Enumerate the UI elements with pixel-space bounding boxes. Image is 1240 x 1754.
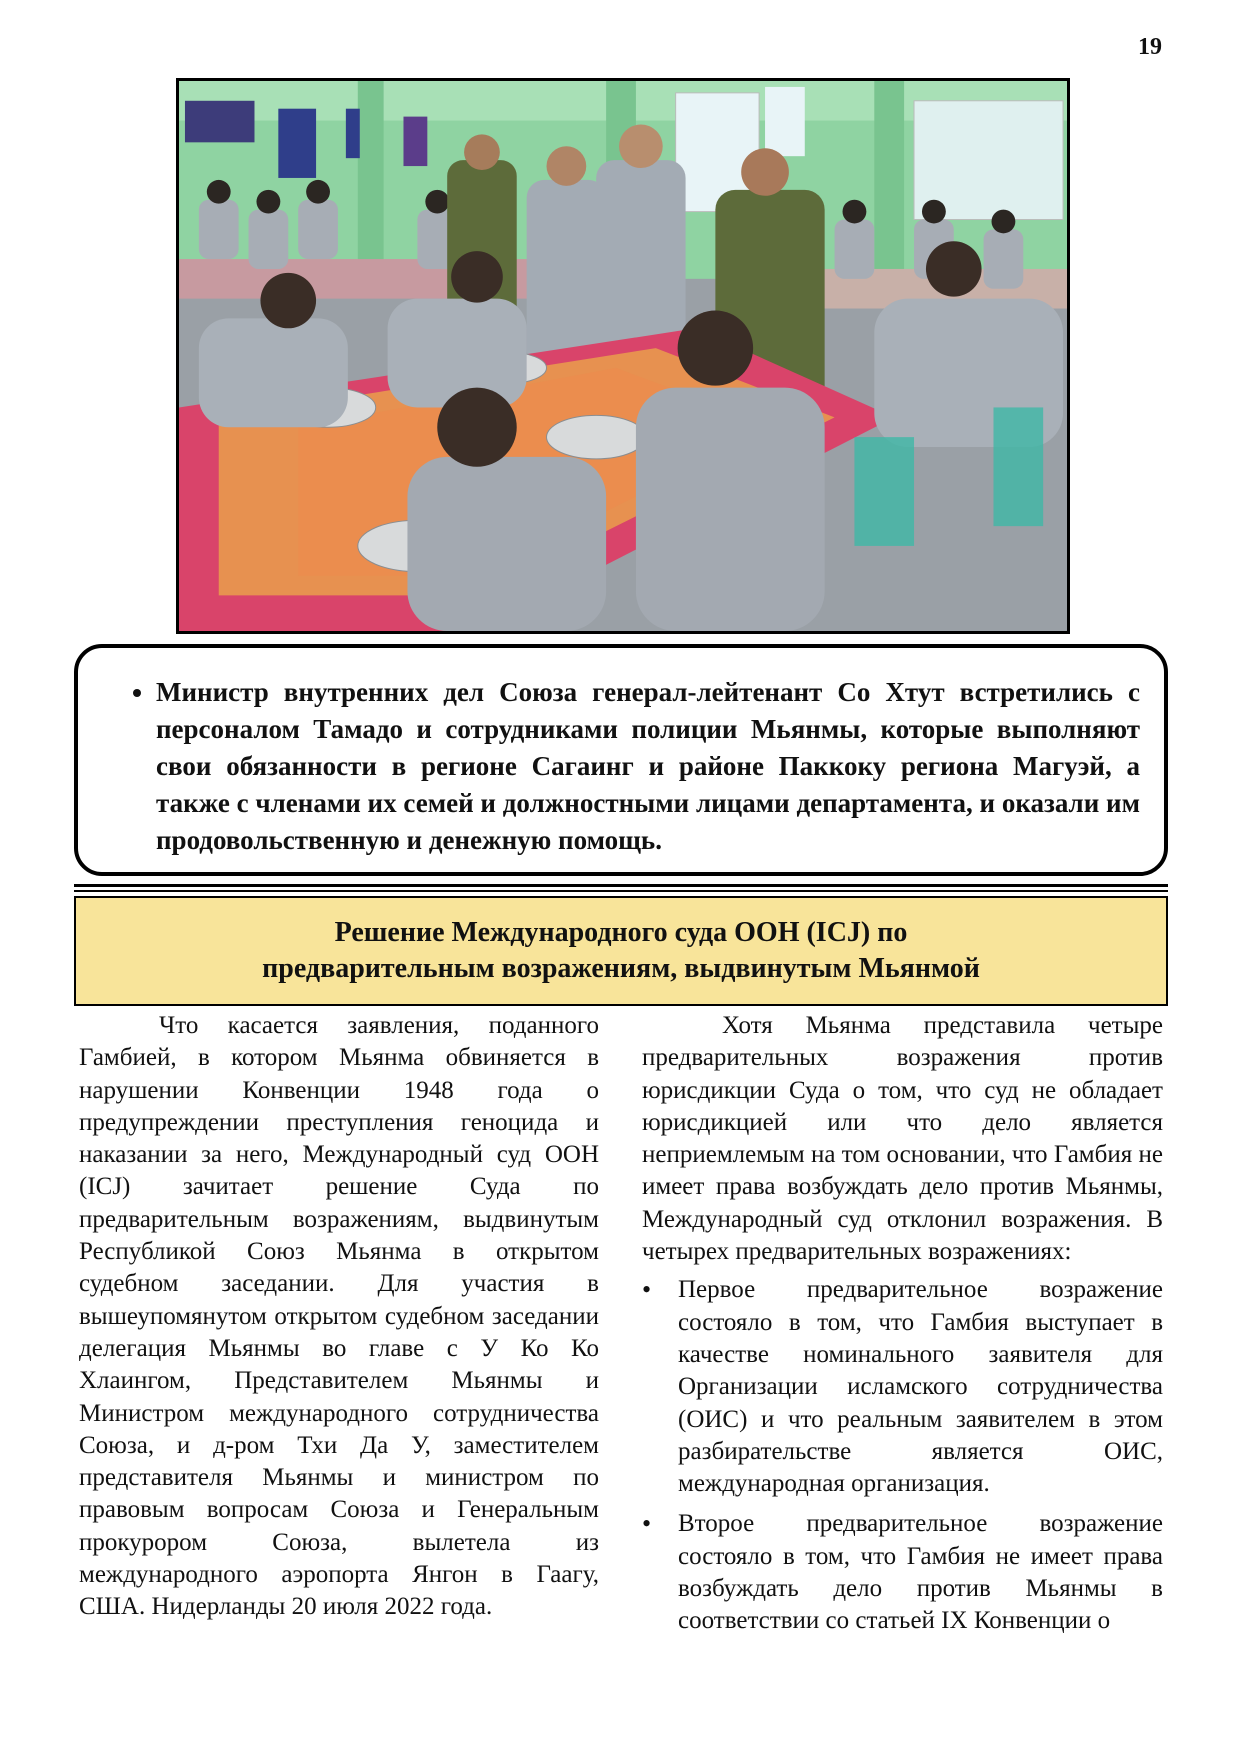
right-paragraph: Хотя Мьянма представила четыре предварительных возражения против юрисдикции Суда о том, что суд не обладает юрисдикцией или что дело является неприемлемым на том основании, что Гамбия не имеет права возбуждать дело против Мьянмы, Международный суд отклонил возражения. В четырех предварительных возражениях: xyxy=(642,1012,1163,1266)
page-number: 19 xyxy=(1138,34,1162,60)
photo-illustration xyxy=(179,81,1067,631)
left-column xyxy=(79,1010,599,1624)
objection-item-1: • Первое предварительное возражение состояло в том, что Гамбия выступает в качестве номинального заявителя для Организации исламского сотрудничества (ОИС) и что реальным заявителем в этом разбирательстве является ОИС, международная организация. xyxy=(678,1274,1163,1500)
objections-list xyxy=(642,1274,1163,1637)
section-heading-box xyxy=(74,896,1168,1006)
caption-text: • Министр внутренних дел Союза генерал-лейтенант Со Хтут встретились с персоналом Тамадо и сотрудниками полиции Мьянмы, которые выполняют свои обязанности в регионе Сагаинг и районе Паккоку региона Магуэй, а также с членами их семей и должностными лицами департамента, и оказали им продовольственную и денежную помощь. xyxy=(156,674,1140,859)
objection-item-2: • Второе предварительное возражение состояло в том, что Гамбия не имеет права возбуждать дело против Мьянмы в соответствии со статьей IX Конвенции о xyxy=(678,1508,1163,1637)
section-heading: Решение Международного суда ООН (ICJ) по предварительным возражениям, выдвинутым Мьянмой xyxy=(262,917,980,984)
right-column xyxy=(642,1010,1163,1646)
divider-line xyxy=(74,884,1168,887)
photo-dining-hall xyxy=(176,78,1070,634)
divider-line-thin xyxy=(74,890,1168,892)
left-paragraph: Что касается заявления, поданного Гамбией, в котором Мьянма обвиняется в нарушении Конвенции 1948 года о предупреждении преступления геноцида и наказании за него, Международный суд ООН (ICJ) зачитает решение Суда по предварительным возражениям, выдвинутым Республикой Союз Мьянма в открытом судебном заседании. Для участия в вышеупомянутом открытом судебном заседании делегация Мьянмы во главе с У Ко Ко Хлаингом, Представителем Мьянмы и Министром международного сотрудничества Союза, и д-ром Тхи Да У, заместителем представителя Мьянмы и министром по правовым вопросам Союза и Генеральным прокурором Союза, вылетела из международного аэропорта Янгон в Гаагу, США. Нидерланды 20 июля 2022 года. xyxy=(79,1012,599,1621)
photo-caption-box xyxy=(74,644,1168,876)
